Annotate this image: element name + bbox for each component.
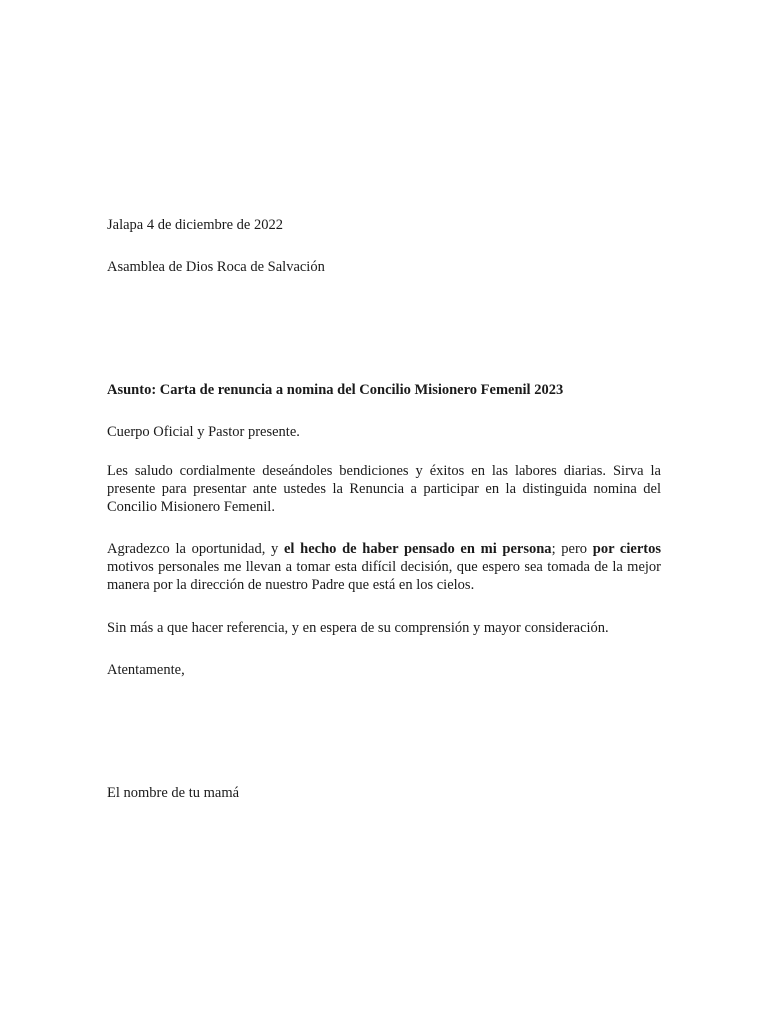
paragraph-2-text-1: Agradezco la oportunidad, y bbox=[107, 541, 284, 557]
letter-date: Jalapa 4 de diciembre de 2022 bbox=[107, 217, 283, 233]
paragraph-2-bold-1: el hecho de haber pensado en mi persona bbox=[283, 541, 552, 557]
body-paragraph-2 bbox=[107, 540, 661, 594]
letter-greeting: Cuerpo Oficial y Pastor presente. bbox=[107, 424, 300, 440]
paragraph-2-text-3: motivos personales me llevan a tomar esta difícil decisión, que espero sea tomada de la mejor manera por la dirección de nuestro Padre que está en los cielos. bbox=[107, 559, 661, 593]
letter-subject: Asunto: Carta de renuncia a nomina del Concilio Misionero Femenil 2023 bbox=[107, 382, 564, 398]
body-paragraph-3: Sin más a que hacer referencia, y en espera de su comprensión y mayor consideración. bbox=[107, 620, 609, 636]
paragraph-2-text-2: ; pero bbox=[551, 541, 593, 557]
body-paragraph-1: Les saludo cordialmente deseándoles bendiciones y éxitos en las labores diarias. Sirva la presente para presentar ante ustedes la Renuncia a participar en la distinguida nomina del Concilio Misionero Femenil. bbox=[107, 463, 661, 515]
letter-closing: Atentamente, bbox=[107, 662, 185, 678]
letter-signature: El nombre de tu mamá bbox=[107, 785, 240, 801]
recipient-organization: Asamblea de Dios Roca de Salvación bbox=[107, 259, 325, 275]
paragraph-2-bold-2: por ciertos bbox=[592, 541, 661, 557]
